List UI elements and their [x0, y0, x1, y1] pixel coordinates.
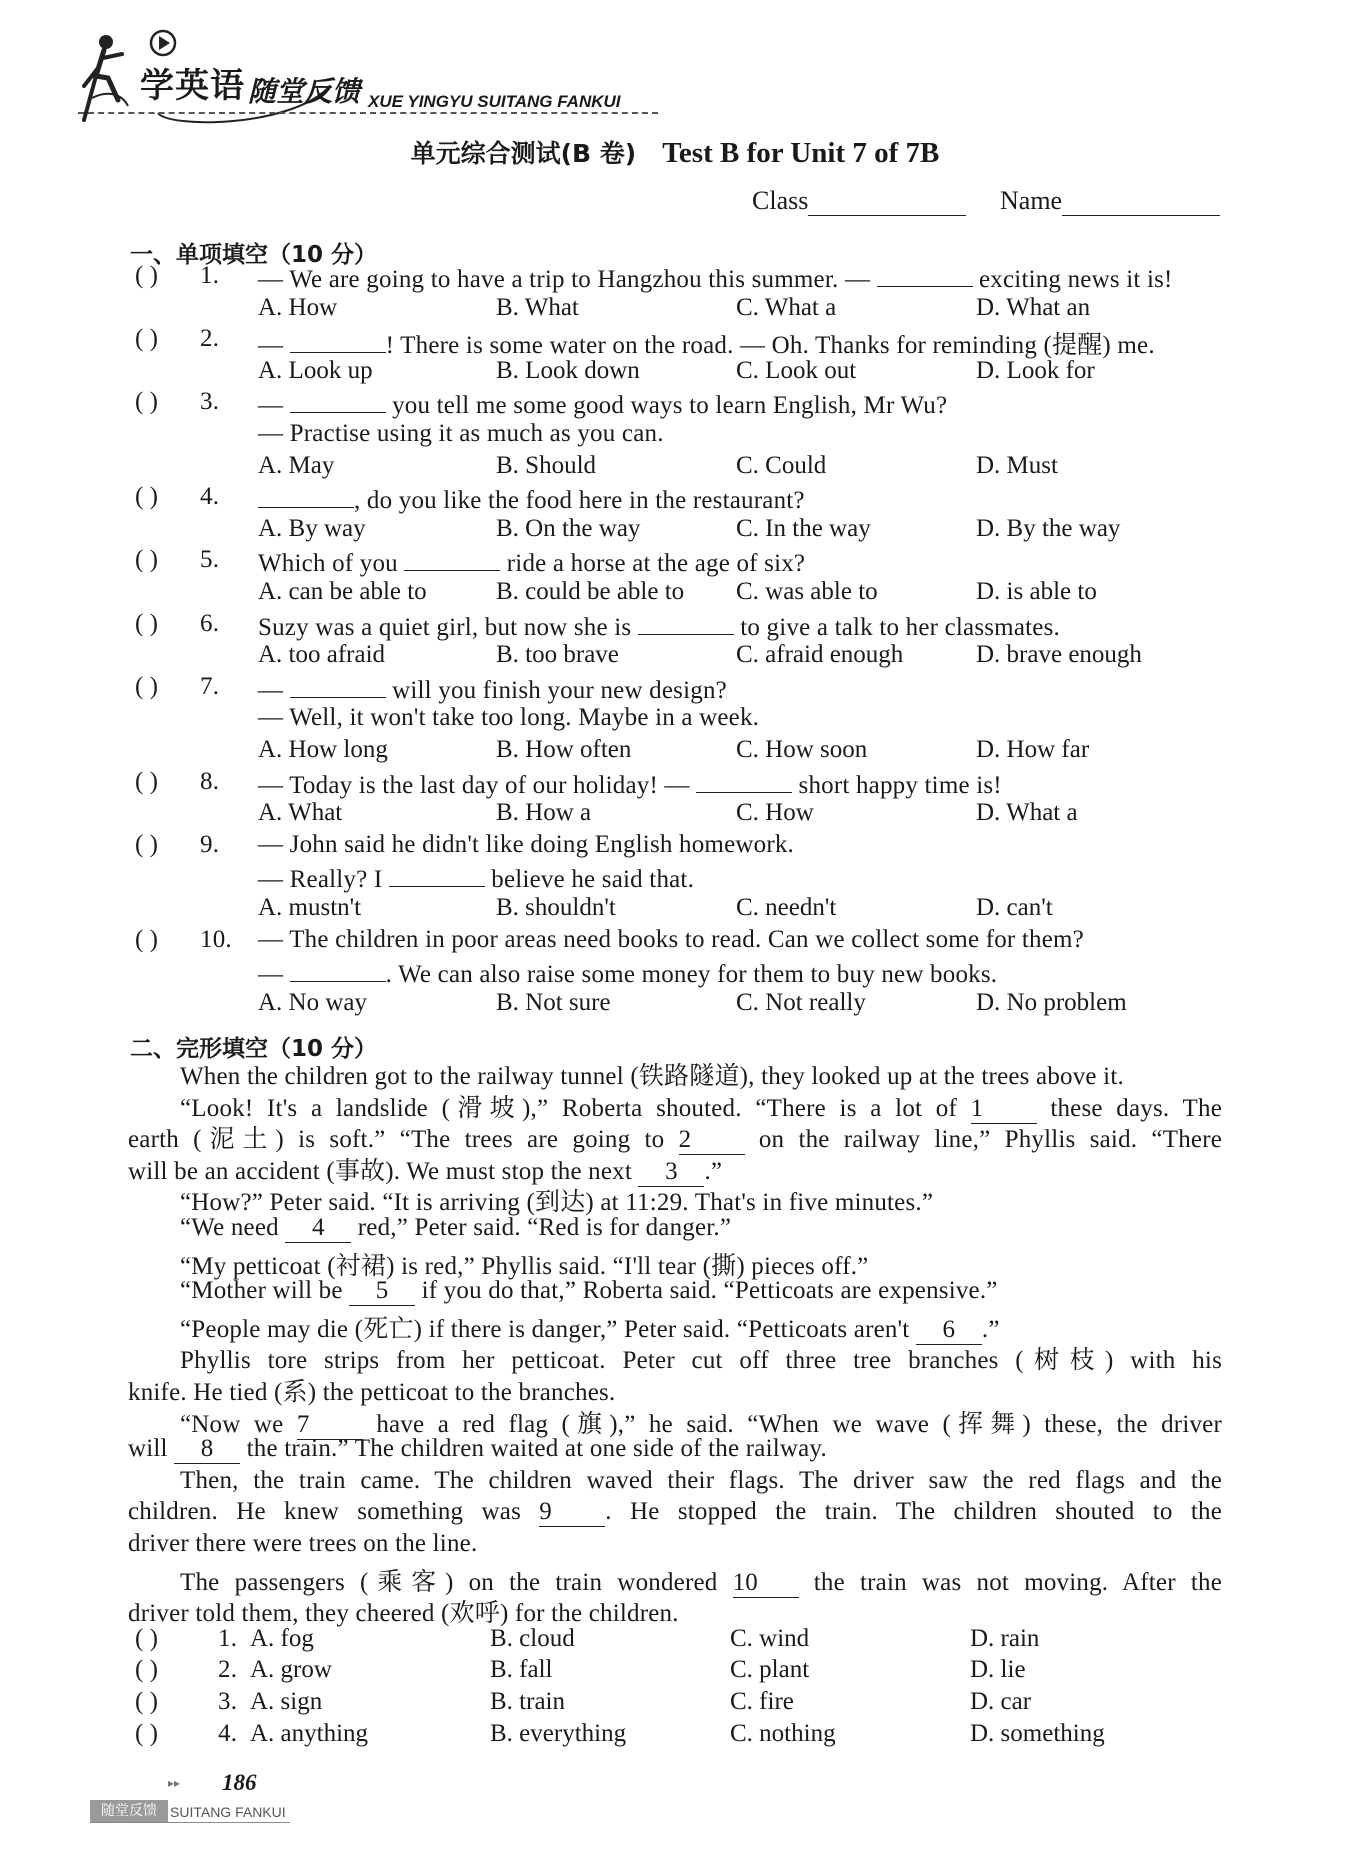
passage-text: “My petticoat (衬裙) is red,” Phyllis said. “I'll tear (撕) pieces off.”	[180, 1252, 869, 1280]
numbered-blank[interactable]: 1	[971, 1095, 1037, 1124]
option-d[interactable]: D. can't	[976, 894, 1053, 921]
choice-option-c[interactable]: C. fire	[730, 1688, 794, 1715]
answer-paren[interactable]: ( )	[135, 1719, 158, 1747]
passage-line	[180, 1562, 1222, 1598]
option-d[interactable]: D. brave enough	[976, 641, 1142, 669]
choice-number: 1.	[218, 1624, 238, 1652]
choice-number: 2.	[218, 1656, 238, 1684]
option-a[interactable]: A. By way	[258, 514, 366, 542]
passage-line	[180, 1246, 868, 1282]
numbered-blank[interactable]: 9	[539, 1498, 605, 1527]
answer-paren[interactable]: ( )	[135, 830, 158, 858]
name-field	[1000, 186, 1220, 216]
option-a[interactable]: A. mustn't	[258, 894, 362, 921]
logo-main-text: 学英语	[140, 66, 245, 106]
choice-option-d[interactable]: D. lie	[970, 1656, 1026, 1684]
question-number: 4.	[200, 483, 220, 511]
choice-option-a[interactable]: A. grow	[250, 1656, 332, 1684]
option-a[interactable]: A. too afraid	[258, 641, 386, 669]
question-number: 9.	[200, 830, 220, 858]
passage-line	[180, 1056, 1124, 1092]
passage-line	[180, 1340, 1222, 1376]
title-chinese: 单元综合测试(B 卷)	[410, 139, 637, 168]
question-text: exciting news it is!	[979, 266, 1173, 293]
passage-text: the train was not moving. After the	[813, 1568, 1222, 1596]
logo-pinyin-text: XUE YINGYU SUITANG FANKUI	[368, 92, 621, 111]
numbered-blank[interactable]: 7	[297, 1411, 363, 1440]
answer-paren[interactable]: ( )	[135, 1624, 158, 1652]
option-a[interactable]: A. May	[258, 451, 335, 479]
passage-text: “We need	[180, 1214, 279, 1241]
question-text: —	[258, 332, 284, 360]
question-text: you tell me some good ways to learn English, Mr Wu?	[392, 392, 948, 420]
question-number: 6.	[200, 609, 220, 637]
answer-blank[interactable]	[290, 328, 386, 353]
page-title	[0, 134, 1350, 170]
question-number: 2.	[200, 325, 220, 353]
question-text: , do you like the food here in the restaurant?	[354, 487, 805, 515]
option-a[interactable]: A. How	[258, 293, 338, 321]
passage-text: red,” Peter said. “Red is for danger.”	[357, 1214, 732, 1241]
numbered-blank[interactable]: 5	[349, 1277, 415, 1306]
question-number: 5.	[200, 546, 220, 574]
header-divider	[78, 112, 658, 114]
question-number: 10.	[200, 925, 232, 953]
passage-text: .”	[704, 1157, 723, 1185]
question-text: ride a horse at the age of six?	[506, 550, 806, 578]
passage-text: “Look! It's a landslide (滑坡),” Roberta shouted. “There is a lot of	[180, 1094, 958, 1122]
footer-arrows-icon: ▸▸	[168, 1776, 181, 1790]
option-b[interactable]: B. Not sure	[496, 988, 611, 1016]
question-line	[258, 325, 1155, 361]
question-text: — John said he didn't like doing English homework.	[258, 830, 794, 858]
answer-blank[interactable]	[290, 673, 386, 698]
numbered-blank[interactable]: 3	[638, 1158, 704, 1187]
passage-text: .”	[981, 1315, 1000, 1343]
option-d[interactable]: D. No problem	[976, 988, 1127, 1016]
question-text: — The children in poor areas need books to read. Can we collect some for them?	[258, 925, 1084, 953]
option-c[interactable]: C. Look out	[736, 356, 857, 384]
question-text: will you finish your new design?	[392, 676, 727, 704]
option-a[interactable]: A. What	[258, 799, 343, 827]
footer-divider	[90, 1822, 290, 1823]
option-b[interactable]: B. Should	[496, 451, 597, 479]
answer-blank[interactable]	[696, 768, 792, 793]
option-b[interactable]: B. How a	[496, 799, 592, 827]
question-text: — Today is the last day of our holiday! —	[258, 771, 690, 799]
footer-pinyin: SUITANG FANKUI	[170, 1804, 286, 1820]
answer-paren[interactable]: ( )	[135, 609, 158, 637]
answer-blank[interactable]	[290, 388, 386, 413]
choice-option-a[interactable]: A. sign	[250, 1688, 323, 1715]
passage-text: The passengers (乘客) on the train wondered	[180, 1568, 718, 1596]
option-d[interactable]: D. Must	[976, 451, 1058, 479]
passage-line	[128, 1530, 477, 1558]
class-field	[752, 186, 966, 216]
section1-heading: 一、单项填空（10 分）	[130, 242, 378, 268]
answer-blank[interactable]	[877, 262, 973, 287]
question-line	[258, 610, 1060, 642]
passage-text: will	[128, 1435, 168, 1463]
answer-paren[interactable]: ( )	[135, 546, 158, 574]
page-number: 186	[222, 1770, 257, 1795]
option-c[interactable]: C. needn't	[736, 894, 837, 921]
answer-paren[interactable]: ( )	[135, 1656, 158, 1684]
passage-text: have a red flag (旗),” he said. “When we wave (挥舞) these, the driver	[376, 1410, 1222, 1438]
passage-text: earth (泥土) is soft.” “The trees are going to	[128, 1126, 665, 1154]
answer-paren[interactable]: ( )	[135, 672, 158, 700]
passage-text: children. He knew something was	[128, 1498, 521, 1526]
question-text: Which of you	[258, 550, 398, 578]
option-c[interactable]: C. How soon	[736, 736, 868, 763]
passage-line	[128, 1119, 1222, 1155]
choice-option-d[interactable]: D. car	[970, 1688, 1032, 1715]
choice-option-d[interactable]: D. rain	[970, 1624, 1040, 1652]
passage-text: “How?” Peter said. “It is arriving (到达) at 11:29. That's in five minutes.”	[180, 1189, 934, 1217]
option-d[interactable]: D. How far	[976, 736, 1090, 763]
name-label: Name	[1000, 186, 1063, 215]
option-c[interactable]: C. Not really	[736, 988, 866, 1016]
question-line	[258, 768, 1002, 800]
option-b[interactable]: B. How often	[496, 736, 632, 763]
question-number: 8.	[200, 767, 220, 795]
answer-blank[interactable]	[290, 957, 386, 982]
title-english: Test B for Unit 7 of 7B	[662, 137, 940, 169]
question-line	[258, 483, 805, 515]
option-b[interactable]: B. What	[496, 293, 579, 321]
option-d[interactable]: D. What an	[976, 293, 1091, 321]
numbered-blank[interactable]: 8	[174, 1435, 240, 1464]
question-line	[258, 388, 947, 420]
option-d[interactable]: D. What a	[976, 799, 1078, 827]
passage-text: the train.” The children waited at one side of the railway.	[246, 1435, 827, 1463]
choice-option-d[interactable]: D. something	[970, 1719, 1105, 1747]
option-b[interactable]: B. On the way	[496, 514, 641, 542]
question-line	[258, 926, 1084, 954]
choice-option-a[interactable]: A. fog	[250, 1624, 314, 1652]
choice-option-b[interactable]: B. everything	[490, 1719, 627, 1747]
question-text: — Practise using it as much as you can.	[258, 420, 664, 447]
passage-text: “People may die (死亡) if there is danger,” Peter said. “Petticoats aren't	[180, 1315, 910, 1343]
passage-text: “Now we	[180, 1410, 284, 1438]
passage-line	[180, 1467, 1222, 1495]
question-line	[258, 704, 759, 732]
option-c[interactable]: C. How	[736, 799, 814, 827]
option-a[interactable]: A. can be able to	[258, 578, 427, 605]
option-b[interactable]: B. could be able to	[496, 578, 685, 605]
answer-paren[interactable]: ( )	[135, 1688, 158, 1715]
option-d[interactable]: D. is able to	[976, 578, 1097, 605]
choice-number: 4.	[218, 1719, 238, 1747]
question-text: Suzy was a quiet girl, but now she is	[258, 613, 632, 641]
answer-paren[interactable]: ( )	[135, 262, 158, 289]
question-text: — Really? I	[258, 866, 383, 894]
question-text: —	[258, 392, 284, 420]
passage-text: these days. The	[1050, 1094, 1223, 1122]
option-c[interactable]: C. afraid enough	[736, 641, 904, 669]
logo-script-text: 随堂反馈	[248, 75, 361, 108]
choice-option-b[interactable]: B. train	[490, 1688, 565, 1715]
passage-text: Phyllis tore strips from her petticoat. Peter cut off three tree branches (树枝) with his	[180, 1347, 1222, 1375]
passage-line	[180, 1214, 731, 1243]
option-a[interactable]: A. How long	[258, 736, 388, 763]
question-line	[258, 862, 694, 894]
question-number: 7.	[200, 672, 220, 700]
question-text: short happy time is!	[798, 771, 1002, 799]
answer-paren[interactable]: ( )	[135, 767, 158, 795]
question-text: — We are going to have a trip to Hangzhou this summer. —	[258, 266, 871, 293]
choice-option-c[interactable]: C. nothing	[730, 1719, 836, 1747]
option-b[interactable]: B. Look down	[496, 356, 640, 384]
passage-text: “Mother will be	[180, 1277, 343, 1305]
option-d[interactable]: D. By the way	[976, 514, 1121, 542]
choice-option-b[interactable]: B. fall	[490, 1656, 553, 1684]
passage-line	[128, 1593, 679, 1629]
option-b[interactable]: B. too brave	[496, 641, 619, 669]
choice-option-c[interactable]: C. plant	[730, 1656, 810, 1684]
passage-line	[128, 1151, 722, 1187]
question-line	[258, 831, 794, 859]
passage-text: When the children got to the railway tunnel (铁路隧道), they looked up at the trees above it.	[180, 1063, 1124, 1090]
numbered-blank[interactable]: 2	[679, 1126, 745, 1155]
passage-text: knife. He tied (系) the petticoat to the branches.	[128, 1379, 616, 1406]
option-c[interactable]: C. Could	[736, 451, 827, 479]
choice-option-b[interactable]: B. cloud	[490, 1624, 575, 1652]
question-number: 3.	[200, 388, 220, 416]
question-line	[258, 546, 805, 578]
question-text: ! There is some water on the road. — Oh. Thanks for reminding (提醒) me.	[385, 332, 1155, 360]
passage-line	[180, 1404, 1222, 1440]
passage-line	[180, 1277, 998, 1306]
question-number: 1.	[200, 262, 220, 289]
question-text: — Well, it won't take too long. Maybe in a week.	[258, 704, 760, 732]
section2-heading: 二、完形填空（10 分）	[130, 1036, 378, 1062]
passage-line	[180, 1088, 1222, 1124]
question-line	[258, 262, 1173, 294]
question-line	[258, 957, 997, 989]
numbered-blank[interactable]: 6	[916, 1316, 982, 1345]
option-c[interactable]: C. What a	[736, 293, 837, 321]
answer-paren[interactable]: ( )	[135, 388, 158, 416]
answer-blank[interactable]	[389, 862, 485, 887]
answer-paren[interactable]: ( )	[135, 925, 158, 953]
numbered-blank[interactable]: 10	[733, 1569, 799, 1598]
passage-line	[180, 1182, 933, 1218]
passage-text: will be an accident (事故). We must stop the next	[128, 1157, 633, 1185]
question-text: —	[258, 676, 284, 704]
choice-number: 3.	[218, 1688, 238, 1715]
question-text: to give a talk to her classmates.	[740, 613, 1060, 641]
option-c[interactable]: C. In the way	[736, 514, 871, 542]
choice-option-a[interactable]: A. anything	[250, 1719, 369, 1747]
question-line	[258, 673, 727, 705]
answer-blank[interactable]	[404, 546, 500, 571]
passage-line	[180, 1309, 1000, 1345]
class-blank[interactable]	[808, 187, 966, 216]
question-text: —	[258, 961, 284, 989]
option-a[interactable]: A. No way	[258, 988, 368, 1016]
passage-text: . He stopped the train. The children shouted to the	[605, 1498, 1223, 1526]
answer-paren[interactable]: ( )	[135, 483, 158, 511]
option-d[interactable]: D. Look for	[976, 356, 1095, 384]
passage-text: on the railway line,” Phyllis said. “There	[758, 1126, 1223, 1154]
name-blank[interactable]	[1062, 187, 1220, 216]
passage-text: driver told them, they cheered (欢呼) for the children.	[128, 1600, 679, 1628]
choice-option-c[interactable]: C. wind	[730, 1624, 810, 1652]
passage-line	[128, 1372, 615, 1408]
answer-blank[interactable]	[638, 610, 734, 635]
passage-text: Then, the train came. The children waved their flags. The driver saw the red flags and the	[180, 1466, 1222, 1494]
class-label: Class	[752, 186, 809, 215]
question-line	[258, 420, 664, 448]
passage-text: if you do that,” Roberta said. “Petticoats are expensive.”	[421, 1277, 998, 1305]
question-text: . We can also raise some money for them to buy new books.	[385, 961, 998, 989]
numbered-blank[interactable]: 4	[285, 1214, 351, 1243]
footer-badge: 随堂反馈	[90, 1800, 168, 1822]
answer-blank[interactable]	[258, 483, 354, 508]
option-a[interactable]: A. Look up	[258, 356, 373, 384]
passage-line	[128, 1498, 1222, 1527]
option-b[interactable]: B. shouldn't	[496, 894, 616, 921]
passage-line	[128, 1435, 827, 1464]
option-c[interactable]: C. was able to	[736, 578, 878, 605]
question-text: believe he said that.	[491, 866, 695, 894]
passage-text: driver there were trees on the line.	[128, 1530, 478, 1557]
answer-paren[interactable]: ( )	[135, 325, 158, 353]
